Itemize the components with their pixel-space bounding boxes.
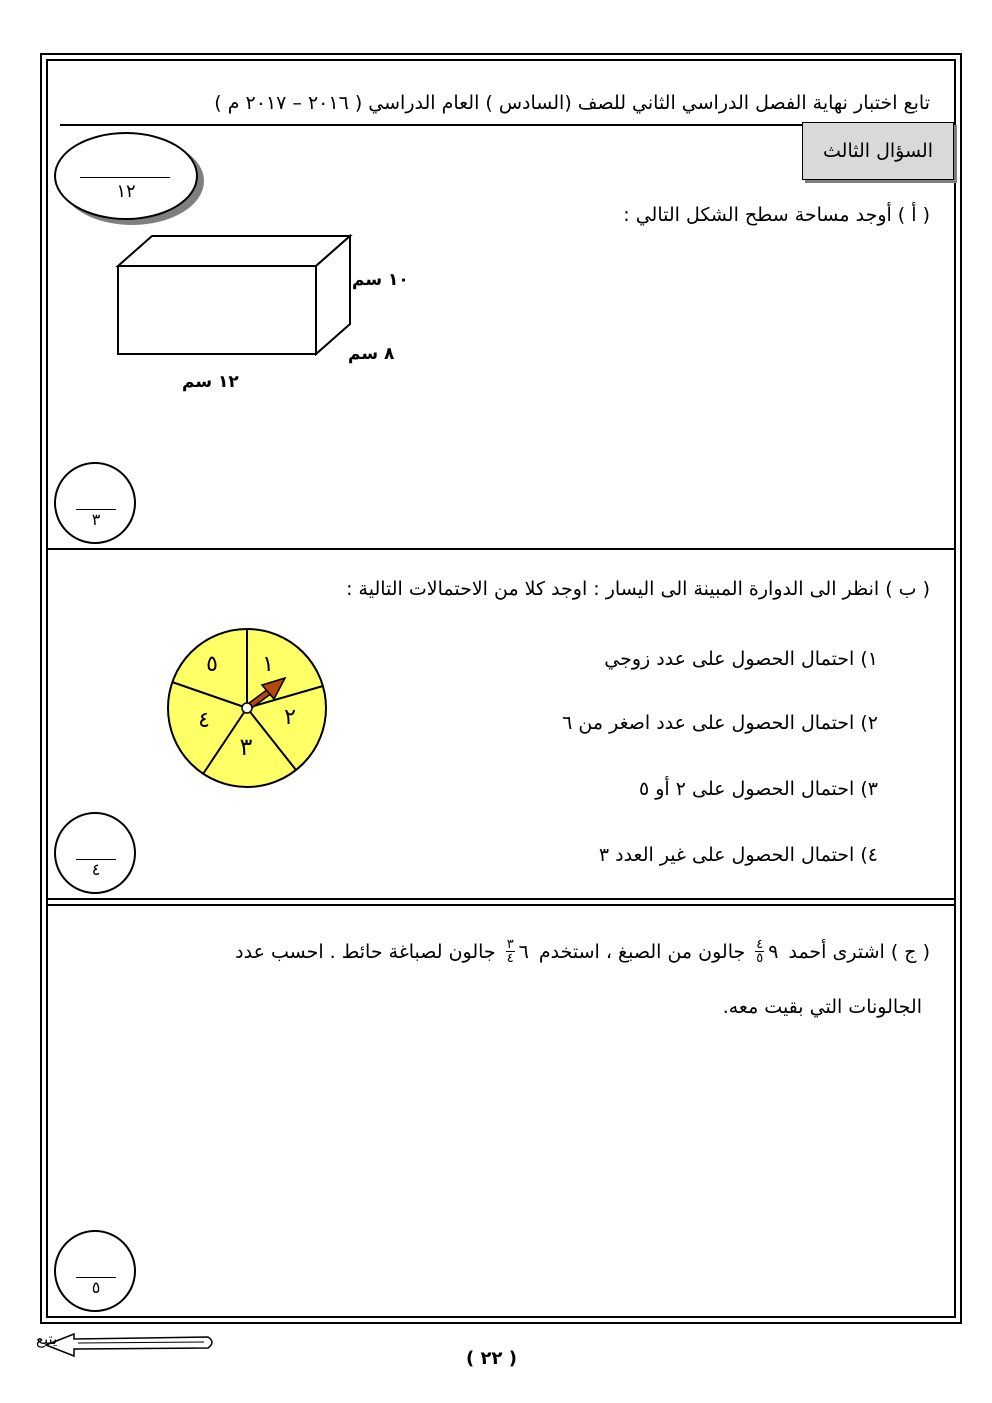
mixed-number-2 — [506, 938, 529, 965]
spinner-pivot — [242, 703, 252, 713]
cuboid-top-face — [118, 236, 350, 266]
mixed-number-1-fraction — [755, 938, 764, 965]
part-a-score-circle — [54, 462, 136, 544]
page-number: ( ٢٢ ) — [466, 1348, 517, 1369]
spinner-label-2: ٢ — [284, 705, 296, 730]
mixed-number-1-denominator: ٥ — [756, 951, 764, 966]
part-c-line-1 — [235, 938, 930, 965]
total-score-oval — [54, 132, 198, 220]
probability-item-2: ٢) احتمال الحصول على عدد اصغر من ٦ — [562, 712, 878, 734]
question-label-box — [802, 122, 954, 180]
continue-arrow-icon — [44, 1330, 216, 1360]
spinner-label-4: ٤ — [198, 708, 210, 733]
dimension-length: ١٢ سم — [182, 372, 239, 392]
mixed-number-1 — [755, 938, 778, 965]
probability-item-4: ٤) احتمال الحصول على غير العدد ٣ — [598, 844, 878, 866]
cuboid-figure — [112, 232, 362, 362]
mixed-number-1-whole: ٩ — [768, 940, 779, 963]
part-a-score: ٣ — [91, 510, 101, 529]
part-c-text-end: جالون لصباغة حائط . احسب عدد — [235, 940, 496, 963]
mixed-number-2-fraction — [506, 938, 515, 965]
section-divider-b-c-top — [48, 898, 954, 900]
probability-item-1: ١) احتمال الحصول على عدد زوجي — [604, 648, 878, 670]
mixed-number-2-numerator: ٣ — [506, 937, 514, 952]
spinner-label-5: ٥ — [206, 652, 218, 677]
part-b-score: ٤ — [91, 860, 101, 879]
part-b-prompt: ( ب ) انظر الى الدوارة المبينة الى اليسار : اوجد كلا من الاحتمالات التالية : — [346, 578, 930, 600]
spinner-label-1: ١ — [262, 652, 274, 677]
probability-item-3: ٣) احتمال الحصول على ٢ أو ٥ — [638, 778, 878, 800]
mixed-number-2-whole: ٦ — [518, 940, 529, 963]
part-a-prompt: ( أ ) أوجد مساحة سطح الشكل التالي : — [623, 204, 930, 226]
mixed-number-2-denominator: ٤ — [506, 951, 514, 966]
part-c-score-circle — [54, 1230, 136, 1312]
part-c-text-start: ( ج ) اشترى أحمد — [788, 940, 930, 963]
exam-title: تابع اختبار نهاية الفصل الدراسي الثاني للصف (السادس ) العام الدراسي ( ٢٠١٦ – ٢٠١٧ م ) — [214, 92, 930, 114]
section-divider-a-b — [48, 548, 954, 550]
total-score-line — [80, 177, 170, 178]
total-score-value: ١٢ — [116, 181, 136, 202]
spinner-label-3: ٣ — [239, 733, 253, 761]
dimension-height: ١٠ سم — [352, 270, 409, 290]
dimension-depth: ٨ سم — [348, 344, 395, 364]
continue-label: يتبع — [36, 1330, 58, 1348]
mixed-number-1-numerator: ٤ — [756, 937, 764, 952]
question-label: السؤال الثالث — [823, 140, 933, 162]
spinner — [166, 627, 328, 789]
part-c-line-2: الجالونات التي بقيت معه. — [722, 996, 922, 1018]
part-c-score: ٥ — [91, 1278, 101, 1297]
section-divider-b-c-bottom — [48, 904, 954, 906]
cuboid-front-face — [118, 266, 316, 354]
header-underline — [60, 124, 802, 126]
part-b-score-circle — [54, 812, 136, 894]
part-c-text-mid: جالون من الصبغ ، استخدم — [538, 940, 746, 963]
